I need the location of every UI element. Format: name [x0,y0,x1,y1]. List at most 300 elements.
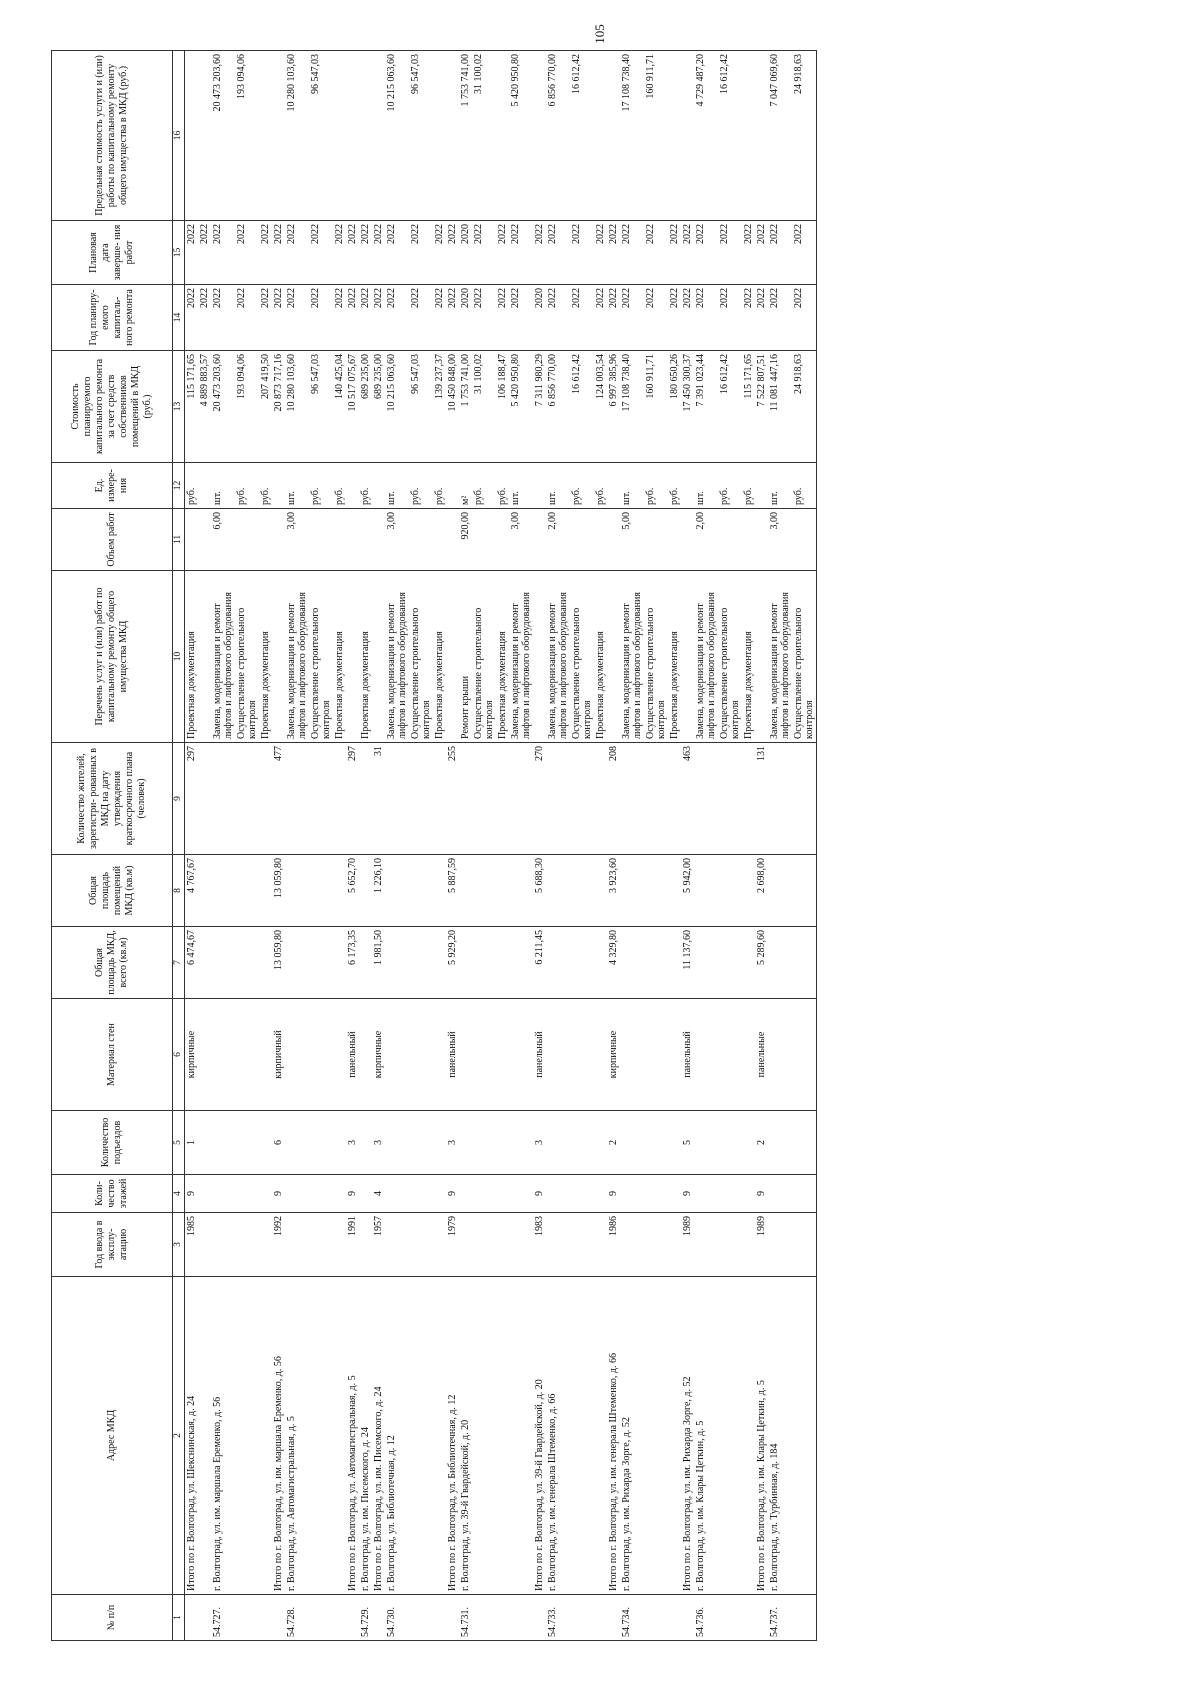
table-cell: 1 753 741,00 [459,351,472,463]
table-cell [768,1213,792,1277]
table-cell [768,927,792,999]
table-cell: руб. [259,463,272,509]
table-cell [309,855,333,927]
table-cell: 10 215 063,60 [385,351,409,463]
table-cell [433,1111,446,1175]
table-cell: 2022 [259,221,272,285]
table-cell [333,51,346,221]
table-cell: 4 [372,1175,385,1213]
table-cell [694,1111,718,1175]
table-cell [681,509,694,571]
table-row [742,51,755,1641]
table-cell [509,1213,533,1277]
table-cell: 2022 [546,285,570,351]
table-cell [546,743,570,855]
table-cell [570,1111,594,1175]
table-cell: 3 [372,1111,385,1175]
table-cell: 2022 [272,285,285,351]
table-cell [372,571,385,743]
table-row [285,51,309,1641]
table-row [211,51,235,1641]
table-cell [433,743,446,855]
table-cell [607,509,620,571]
table-cell: 9 [272,1175,285,1213]
table-cell: 297 [346,743,359,855]
table-cell [644,1175,668,1213]
table-cell: 2,00 [546,509,570,571]
table-cell: 13 059,80 [272,855,285,927]
table-cell: Замена, модернизация и ремонт лифтов и лифтового оборудования [694,571,718,743]
table-cell: м² [459,463,472,509]
table-cell: 2 [607,1111,620,1175]
table-cell: 7 047 069,60 [768,51,792,221]
table-row [433,51,446,1641]
table-cell: 2020 [459,221,472,285]
table-row [792,51,817,1641]
table-cell [496,1213,509,1277]
table-cell: 270 [533,743,546,855]
table-cell [570,1595,594,1641]
table-cell [459,927,472,999]
table-cell: 3,00 [509,509,533,571]
column-header: Предельная стоимость услуги и (или) работы по капитальному ремонту общего имущества в МКД (руб.) [52,51,173,221]
table-cell [211,1213,235,1277]
table-cell [198,1111,211,1175]
table-cell [792,999,817,1111]
table-cell [409,1175,433,1213]
table-cell [644,927,668,999]
table-cell [755,51,768,221]
table-cell [620,1111,644,1175]
table-row [570,51,594,1641]
table-cell: Проектная документация [259,571,272,743]
table-cell [496,855,509,927]
table-cell: г. Волгоград, ул. им. Писемского, д. 24 [359,1277,372,1595]
table-cell: 1 981,50 [372,927,385,999]
table-cell: 2022 [309,285,333,351]
table-cell: 2022 [359,285,372,351]
table-cell [472,999,496,1111]
table-cell: 2022 [694,285,718,351]
table-cell: 160 911,71 [644,351,668,463]
table-cell [718,1277,742,1595]
table-cell [718,855,742,927]
table-cell [496,509,509,571]
table-cell [472,927,496,999]
table-row [755,51,768,1641]
table-cell [594,51,607,221]
table-cell: 10 280 103,60 [285,51,309,221]
table-cell [359,1175,372,1213]
table-cell: 54.733. [546,1595,570,1641]
table-cell: панельный [681,999,694,1111]
page-number: 105 [592,24,607,44]
table-cell: 2022 [668,221,681,285]
table-cell [359,509,372,571]
table-cell: 5 289,60 [755,927,768,999]
table-cell [509,999,533,1111]
table-cell [792,1213,817,1277]
table-cell [459,999,472,1111]
table-cell: руб. [570,463,594,509]
table-cell: Итого по г. Волгоград, ул. им. генерала Штеменко, д. 66 [607,1277,620,1595]
table-cell [768,743,792,855]
table-cell: 255 [446,743,459,855]
table-cell: 3 923,60 [607,855,620,927]
table-cell: Осуществление строительного контроля [409,571,433,743]
table-cell [285,855,309,927]
table-cell: руб. [792,463,817,509]
column-header: Объем работ [52,509,173,571]
table-cell [433,51,446,221]
table-cell [346,1595,359,1641]
table-cell: 9 [755,1175,768,1213]
table-cell [742,855,755,927]
table-cell [509,855,533,927]
table-cell [385,1111,409,1175]
table-cell: 2022 [570,285,594,351]
table-cell: 2022 [607,285,620,351]
table-cell: панельный [533,999,546,1111]
table-cell [409,743,433,855]
table-cell [742,1111,755,1175]
table-cell [570,927,594,999]
table-cell [496,1595,509,1641]
table-cell [620,999,644,1111]
table-cell [409,1111,433,1175]
table-cell: руб. [235,463,259,509]
table-row [546,51,570,1641]
table-cell [792,1111,817,1175]
table-cell: г. Волгоград, ул. им. маршала Еременко, д. 56 [211,1277,235,1595]
table-cell [570,1175,594,1213]
table-cell: 2022 [359,221,372,285]
table-cell: руб. [742,463,755,509]
table-cell: 2022 [272,221,285,285]
table-cell: Осуществление строительного контроля [792,571,817,743]
table-cell: Итого по г. Волгоград, ул. Автомагистральная, д. 5 [346,1277,359,1595]
table-cell [694,1175,718,1213]
table-cell: Замена, модернизация и ремонт лифтов и лифтового оборудования [285,571,309,743]
table-cell [235,999,259,1111]
table-row [620,51,644,1641]
table-row [718,51,742,1641]
table-cell [509,1111,533,1175]
table-cell: шт. [694,463,718,509]
table-cell [409,1595,433,1641]
table-cell [496,743,509,855]
table-cell: 2022 [607,221,620,285]
table-cell: 2022 [259,285,272,351]
table-cell [346,571,359,743]
table-cell: 2022 [433,221,446,285]
table-cell [533,51,546,221]
table-cell [546,927,570,999]
table-cell [742,1213,755,1277]
table-cell: 1989 [755,1213,768,1277]
table-cell: 6,00 [211,509,235,571]
table-cell: 54.729. [359,1595,372,1641]
table-cell [211,855,235,927]
table-cell: 9 [607,1175,620,1213]
table-row [509,51,533,1641]
table-cell: 10 517 075,67 [346,351,359,463]
table-cell: Замена, модернизация и ремонт лифтов и лифтового оборудования [211,571,235,743]
table-cell [372,1595,385,1641]
table-cell [718,509,742,571]
table-cell: 2022 [755,221,768,285]
table-cell [385,927,409,999]
table-cell: 2022 [346,221,359,285]
table-cell: 5 420 950,80 [509,51,533,221]
table-cell: 1 753 741,00 [459,51,472,221]
table-cell [644,1277,668,1595]
column-header: Коли- чество этажей [52,1175,173,1213]
table-cell: 5 887,59 [446,855,459,927]
table-cell: 2 698,00 [755,855,768,927]
table-cell: 689 235,00 [372,351,385,463]
table-cell: 193 094,06 [235,351,259,463]
table-cell [385,743,409,855]
table-cell: 5 688,30 [533,855,546,927]
table-cell: 2022 [235,285,259,351]
table-cell: 1992 [272,1213,285,1277]
table-cell [259,927,272,999]
table-cell [496,51,509,221]
table-cell: 2022 [385,285,409,351]
table-cell [594,509,607,571]
table-cell: Проектная документация [742,571,755,743]
table-row [681,51,694,1641]
table-cell: 2022 [755,285,768,351]
table-cell [668,1175,681,1213]
table-cell [742,1595,755,1641]
table-cell [792,1175,817,1213]
column-number: 9 [173,743,185,855]
table-cell: 10 280 103,60 [285,351,309,463]
table-cell [620,855,644,927]
table-cell [185,51,199,221]
table-cell: 31 100,02 [472,51,496,221]
table-cell: Замена, модернизация и ремонт лифтов и лифтового оборудования [546,571,570,743]
table-cell [681,463,694,509]
table-cell [594,1595,607,1641]
column-header: Стоимость планируемого капитального ремонта за счет средств собственников помещений в МКД (руб.) [52,351,173,463]
column-header: Количество подъездов [52,1111,173,1175]
table-cell [681,51,694,221]
table-cell [546,1111,570,1175]
table-cell [198,1595,211,1641]
table-cell: 2022 [446,221,459,285]
table-cell: кирпичные [372,999,385,1111]
table-cell: 2022 [742,221,755,285]
table-cell: 6 211,45 [533,927,546,999]
table-cell [198,855,211,927]
table-cell: 5 420 950,80 [509,351,533,463]
table-cell: 1986 [607,1213,620,1277]
table-cell: 2022 [644,221,668,285]
table-row [409,51,433,1641]
table-cell: 2022 [285,221,309,285]
table-cell: 1 226,10 [372,855,385,927]
table-cell [668,1111,681,1175]
table-cell: 5,00 [620,509,644,571]
table-cell [533,1595,546,1641]
table-cell [446,51,459,221]
table-cell: 7 311 980,29 [533,351,546,463]
table-cell: 2022 [446,285,459,351]
table-cell: руб. [668,463,681,509]
table-cell [285,1175,309,1213]
table-cell: г. Волгоград, ул. им. генерала Штеменко, д. 66 [546,1277,570,1595]
table-cell [211,927,235,999]
table-cell: шт. [509,463,533,509]
table-cell [446,571,459,743]
table-cell: 2022 [185,221,199,285]
table-cell: 2022 [533,221,546,285]
table-row [472,51,496,1641]
table-cell [718,1595,742,1641]
table-cell [668,927,681,999]
table-cell: г. Волгоград, ул. 39-й Гвардейской, д. 20 [459,1277,472,1595]
table-cell: 2022 [372,285,385,351]
table-cell: 2022 [718,285,742,351]
table-cell [235,1277,259,1595]
table-cell: 131 [755,743,768,855]
table-cell: 96 547,03 [309,351,333,463]
table-cell: 2022 [768,221,792,285]
column-header: Год ввода в эксплу- атацию [52,1213,173,1277]
table-cell [509,1175,533,1213]
table-cell: 2020 [533,285,546,351]
table-row [607,51,620,1641]
table-row [309,51,333,1641]
table-cell [198,1213,211,1277]
table-cell [768,999,792,1111]
table-cell: 3,00 [385,509,409,571]
column-number: 15 [173,221,185,285]
table-cell [620,927,644,999]
table-cell [496,1175,509,1213]
column-header: Количество жителей, зарегистри- рованных в МКД на дату утверждения краткосрочного плана (человек) [52,743,173,855]
table-cell [668,509,681,571]
table-cell [433,1213,446,1277]
table-cell [385,855,409,927]
table-cell [546,999,570,1111]
table-cell: 2022 [472,285,496,351]
table-cell: 6 173,35 [346,927,359,999]
table-cell [359,1213,372,1277]
table-cell [409,1213,433,1277]
table-cell: шт. [620,463,644,509]
table-cell: 2,00 [694,509,718,571]
table-cell [259,743,272,855]
table-cell [472,743,496,855]
table-cell [235,1175,259,1213]
table-cell: руб. [472,463,496,509]
table-cell [644,1595,668,1641]
table-cell [198,1277,211,1595]
table-cell: руб. [594,463,607,509]
column-number-row [173,51,185,1641]
table-cell: 24 918,63 [792,51,817,221]
table-cell: панельный [346,999,359,1111]
table-cell: 5 652,70 [346,855,359,927]
table-cell: 1957 [372,1213,385,1277]
table-cell [620,1213,644,1277]
table-cell [309,743,333,855]
table-cell: Проектная документация [433,571,446,743]
table-cell: 96 547,03 [409,351,433,463]
table-cell [742,1277,755,1595]
table-cell [372,509,385,571]
table-cell: 1989 [681,1213,694,1277]
table-cell [309,927,333,999]
table-cell [211,1175,235,1213]
table-cell: руб. [185,463,199,509]
table-cell: 2022 [185,285,199,351]
table-row [185,51,199,1641]
table-cell [285,1213,309,1277]
table-cell: панельный [446,999,459,1111]
table-row [594,51,607,1641]
table-cell: 2022 [211,285,235,351]
table-cell [409,927,433,999]
table-cell: Замена, модернизация и ремонт лифтов и лифтового оборудования [509,571,533,743]
table-cell [259,1213,272,1277]
table-cell [409,999,433,1111]
column-number: 13 [173,351,185,463]
table-cell [620,743,644,855]
table-cell [768,1175,792,1213]
table-cell [259,1175,272,1213]
table-cell [372,51,385,221]
table-cell [433,927,446,999]
table-cell [668,855,681,927]
table-cell [718,999,742,1111]
table-cell [433,509,446,571]
table-cell [198,927,211,999]
table-cell: 2022 [346,285,359,351]
table-cell: Осуществление строительного контроля [718,571,742,743]
table-cell [607,51,620,221]
table-cell [594,1213,607,1277]
table-cell: Проектная документация [668,571,681,743]
table-cell: Осуществление строительного контроля [472,571,496,743]
table-cell [694,999,718,1111]
table-cell [433,1595,446,1641]
table-row [372,51,385,1641]
table-cell [259,855,272,927]
table-cell [607,463,620,509]
table-cell [385,1175,409,1213]
table-cell: 6 997 385,96 [607,351,620,463]
header-row [52,51,173,1641]
table-cell: 9 [185,1175,199,1213]
table-cell [372,463,385,509]
table-cell: 2022 [681,221,694,285]
table-cell: 6 856 770,00 [546,51,570,221]
table-cell [792,509,817,571]
table-cell: 2022 [372,221,385,285]
table-cell: 2022 [594,285,607,351]
table-cell [198,999,211,1111]
table-cell [570,1213,594,1277]
table-cell: 54.736. [694,1595,718,1641]
table-cell [446,1595,459,1641]
table-cell [509,1595,533,1641]
table-cell: 2022 [792,221,817,285]
